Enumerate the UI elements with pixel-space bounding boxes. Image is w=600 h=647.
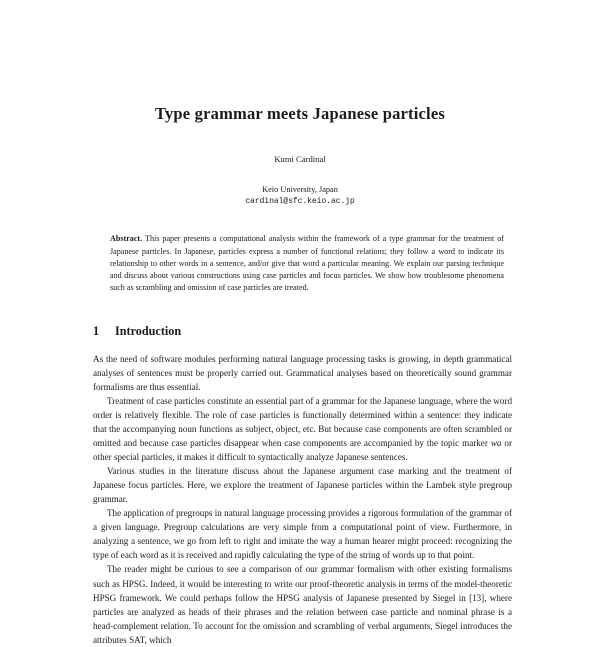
section-title: Introduction	[115, 323, 182, 338]
paragraph: The application of pregroups in natural language processing provides a rigorous formulation of the grammar of a given language. Pregroup calculations are very simple from a computational point of view. Furthermore, in analyzing a sentence, we go from left to right and imitate the way a human hearer might proceed: recognizing the type of each word as it is received and rapidly calculating the type of the string of words up to that point.	[93, 508, 512, 561]
paragraph: As the need of software modules performing natural language processing tasks is growing, in depth grammatical analyses of sentences must be properly carried out. Grammatical analyses based on theoretically sound grammar formalisms are thus essential.	[93, 353, 512, 392]
author-email: cardinal@sfc.keio.ac.jp	[245, 197, 355, 207]
paragraph	[93, 394, 512, 464]
section-number: 1	[93, 323, 100, 338]
abstract-block	[110, 233, 504, 294]
section-heading-introduction	[93, 324, 600, 339]
affiliation: Keio University, Japan	[262, 185, 338, 195]
italic-term-wa: wa	[490, 438, 502, 449]
paragraph: The reader might be curious to see a comparison of our grammar formalism with other existing formalisms such as HPSG. Indeed, it would be interesting to write our proof-theoretic analysis in terms of the model-theoretic HPSG framework. We could perhaps follow the HPSG analysis of Japanese presented by Siegel in [13], where particles are analyzed as heads of their phrases and the relation between case particle and nominal phrase is a head-complement relation. To account for the omission and scrambling of verbal arguments, Siegel introduces the attributes SAT, which	[93, 564, 512, 645]
page-title: Type grammar meets Japanese particles	[155, 104, 445, 123]
paragraph-text-before-italic: Treatment of case particles constitute an essential part of a grammar for the Japanese language, where the word order is relatively flexible. The role of case particles is functionally determined within a sentence: they indicate that the accompanying noun functions as subject, object, etc. But because case components are often scrambled or omitted and because case particles disappear when case components are accompanied by the topic marker	[93, 395, 512, 449]
paragraph: Various studies in the literature discuss about the Japanese argument case marking and the treatment of Japanese focus particles. Here, we explore the treatment of Japanese particles within the Lambek style pregroup grammar.	[93, 466, 512, 505]
author-name: Kumi Cardinal	[274, 153, 326, 164]
paragraph-text-after-italic: or other special particles, it makes it difficult to syntactically analyze Japanese sentences.	[93, 438, 512, 463]
abstract-text: This paper presents a computational analysis within the framework of a type grammar for the treatment of Japanese particles. In Japanese, particles express a number of functional relations; they follow a word to indicate its relationship to other words in a sentence, and/or give that word a particular meaning. We explain our parsing technique and discuss about various constructions using case particles and focus particles. We show how troublesome phenomena such as scrambling and omission of case particles are treated.	[110, 234, 504, 293]
title-block	[0, 0, 600, 206]
section-body-introduction	[93, 352, 512, 647]
abstract-label: Abstract.	[110, 234, 143, 244]
